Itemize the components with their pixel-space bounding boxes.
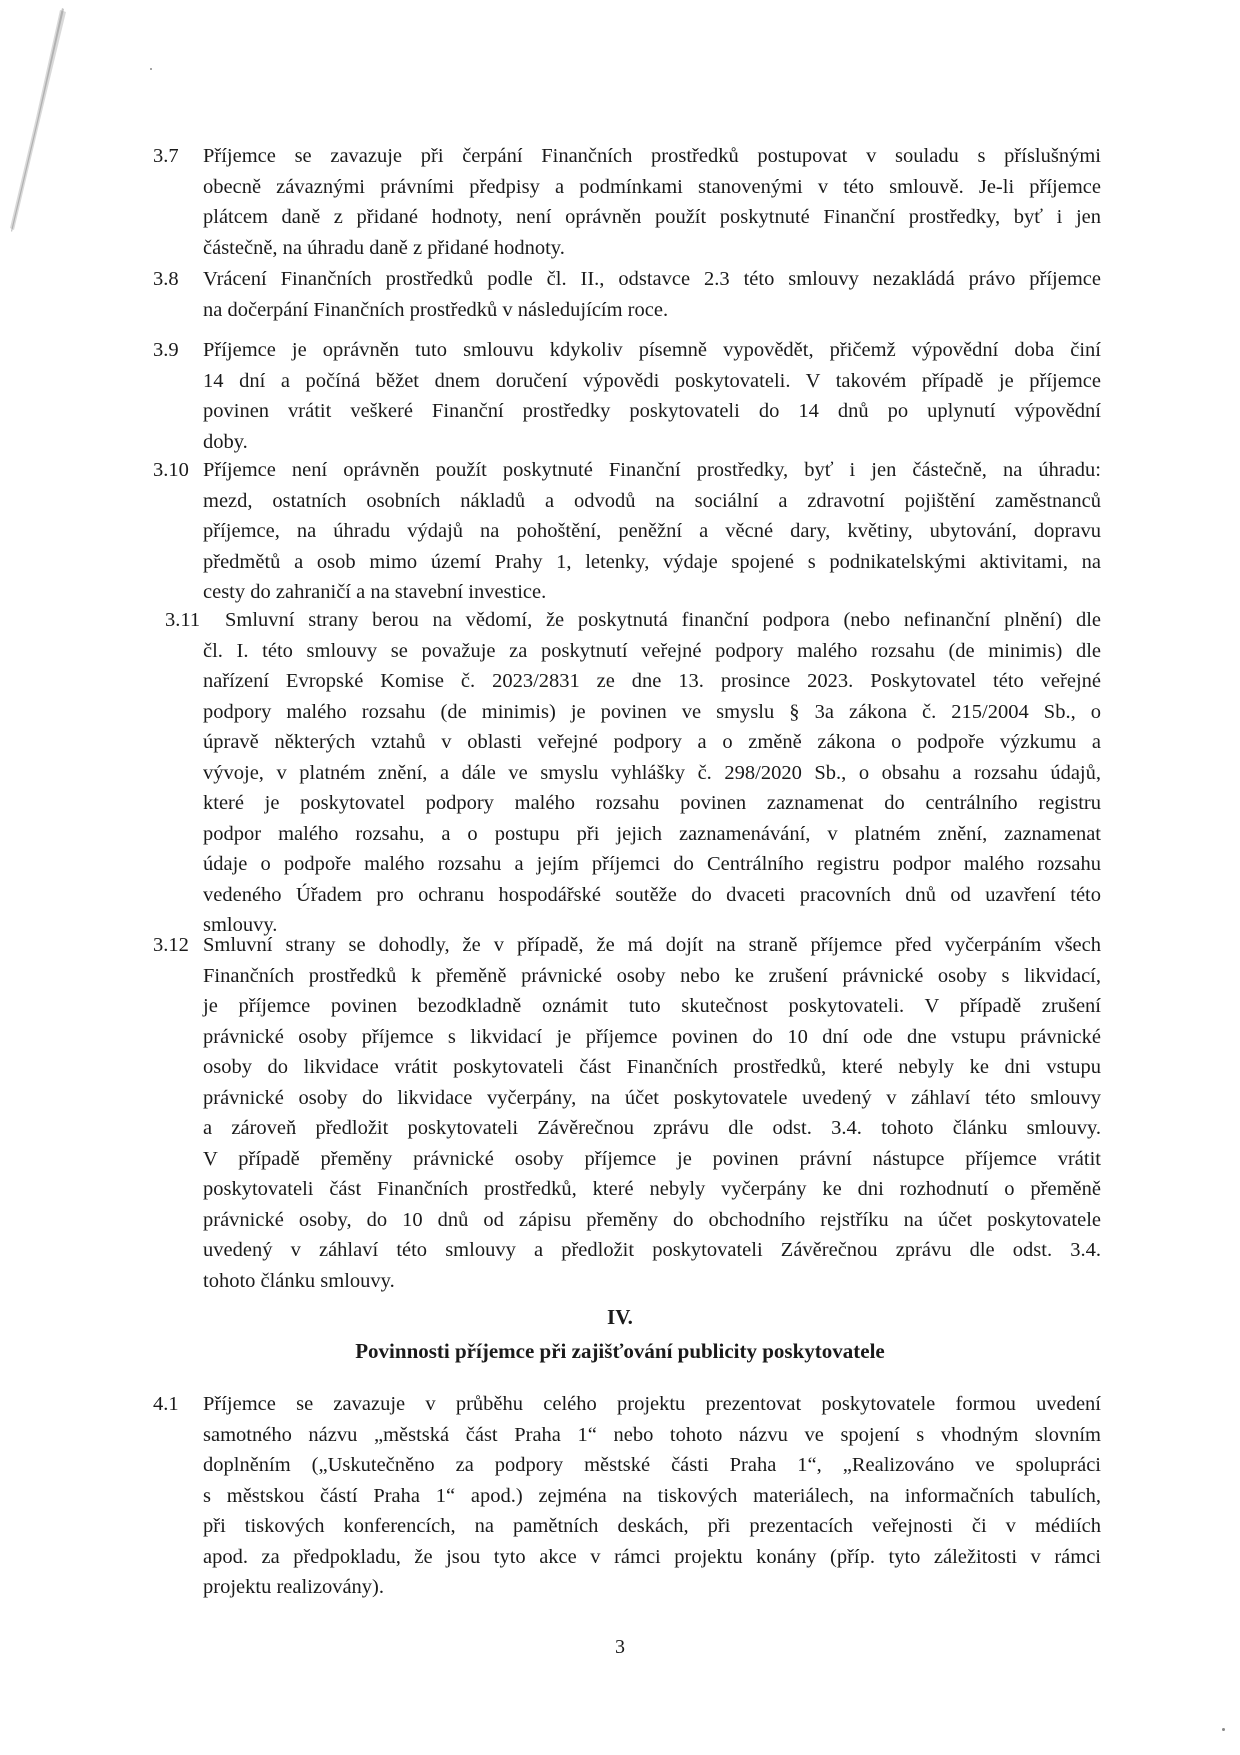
text-line: které je poskytovatel podpory malého rozsahu povinen zaznamenat do centrálního registru: [203, 792, 1101, 814]
section-text: [203, 335, 1101, 457]
text-line: podpor malého rozsahu, a o postupu při jejich zaznamenávání, v platném znění, zaznamenat: [203, 822, 1101, 845]
section-number: 3.7: [153, 145, 179, 167]
article-title: Povinnosti příjemce při zajišťování publicity poskytovatele: [355, 1339, 885, 1363]
text-line: na dočerpání Finančních prostředků v následujícím roce.: [203, 298, 669, 321]
text-line: 14 dní a počíná běžet dnem doručení výpovědi poskytovateli. V takovém případě je příjemce: [203, 369, 1101, 392]
text-line: doplněním („Uskutečněno za podpory městské části Praha 1“, „Realizováno ve spolupráci: [203, 1454, 1101, 1476]
text-line: vedeného Úřadem pro ochranu hospodářské soutěže do dvaceti pracovních dnů od uzavření této: [203, 883, 1101, 906]
section-3-10: [153, 455, 1101, 608]
text-line: příjemce, na úhradu výdajů na pohoštění, peněžní a věcné dary, květiny, ubytování, dopravu: [203, 520, 1101, 542]
section-text: [165, 605, 1101, 941]
text-line: obecně závaznými právními předpisy a podmínkami stanovenými v této smlouvě. Je-li příjemce: [203, 175, 1101, 198]
text-line: nařízení Evropské Komise č. 2023/2831 ze dne 13. prosince 2023. Poskytovatel této veřejné: [203, 670, 1101, 692]
text-line: smlouvy.: [203, 914, 278, 936]
text-line: cesty do zahraničí a na stavební investice.: [203, 581, 547, 603]
text-line: povinen vrátit veškeré Finanční prostředky poskytovateli do 14 dnů po uplynutí výpovědní: [203, 400, 1101, 422]
section-number: 3.8: [153, 268, 179, 290]
scan-speck: [1222, 1728, 1225, 1731]
text-line: mezd, ostatních osobních nákladů a odvodů na sociální a zdravotní pojištění zaměstnanců: [203, 489, 1101, 512]
section-text: [203, 455, 1101, 608]
text-line: Příjemce je oprávněn tuto smlouvu kdykoliv písemně vypovědět, přičemž výpovědní doba činí: [203, 339, 1101, 361]
text-line: Smluvní strany se dohodly, že v případě, že má dojít na straně příjemce před vyčerpáním všech: [203, 934, 1101, 956]
text-line: a zároveň předložit poskytovateli Závěrečnou zprávu dle odst. 3.4. tohoto článku smlouvy.: [203, 1117, 1101, 1139]
section-4-1: [153, 1389, 1101, 1603]
article-numeral: IV.: [607, 1305, 633, 1329]
section-text: [203, 264, 1101, 325]
text-line: Vrácení Finančních prostředků podle čl. II., odstavce 2.3 této smlouvy nezakládá právo příjemce: [203, 268, 1101, 290]
section-3-11: [165, 605, 1101, 941]
text-line: s městskou částí Praha 1“ apod.) zejména na tiskových materiálech, na informačních tabulích,: [203, 1484, 1101, 1507]
text-line: čl. I. této smlouvy se považuje za poskytnutí veřejné podpory malého rozsahu (de minimis) dle: [203, 639, 1101, 662]
section-number: 3.9: [153, 339, 179, 361]
section-number: 3.10: [153, 459, 189, 481]
text-line: Finančních prostředků k přeměně právnické osoby nebo ke zrušení právnické osoby s likvidací,: [203, 964, 1101, 987]
text-line: poskytovateli část Finančních prostředků, které nebyly vyčerpány ke dni rozhodnutí o přeměně: [203, 1178, 1101, 1200]
section-number: 3.11: [165, 609, 201, 631]
text-line: plátcem daně z přidané hodnoty, není oprávněn použít poskytnuté Finanční prostředky, byť i jen: [203, 206, 1101, 228]
text-line: údaje o podpoře malého rozsahu a jejím příjemci do Centrálního registru podpor malého rozsahu: [203, 853, 1101, 875]
section-text: [203, 141, 1101, 263]
text-line: vývoje, v platném znění, a dále ve smyslu vyhlášky č. 298/2020 Sb., o obsahu a rozsahu údajů,: [203, 761, 1101, 784]
section-text: [203, 1389, 1101, 1603]
text-line: předmětů a osob mimo území Prahy 1, letenky, výdaje spojené s podnikatelskými aktivitami, na: [203, 550, 1101, 573]
text-line: při tiskových konferencích, na pamětních deskách, při prezentacích veřejnosti či v médiích: [203, 1515, 1101, 1537]
text-line: částečně, na úhradu daně z přidané hodnoty.: [203, 236, 565, 259]
text-line: doby.: [203, 430, 248, 453]
scan-speck: [150, 68, 152, 70]
text-line: Příjemce není oprávněn použít poskytnuté Finanční prostředky, byť i jen částečně, na úhradu:: [203, 459, 1101, 481]
text-line: samotného názvu „městská část Praha 1“ nebo tohoto názvu ve spojení s vhodným slovním: [203, 1423, 1101, 1446]
page-number: 3: [615, 1636, 625, 1658]
text-line: apod. za předpokladu, že jsou tyto akce v rámci projektu konány (příp. tyto záležitosti v rámci: [203, 1545, 1101, 1568]
text-line: je příjemce povinen bezodkladně oznámit tuto skutečnost poskytovateli. V případě zrušení: [203, 995, 1101, 1017]
text-line: právnické osoby, do 10 dnů od zápisu přeměny do obchodního rejstříku na účet poskytovatele: [203, 1208, 1101, 1231]
text-line: Příjemce se zavazuje při čerpání Finančních prostředků postupovat v souladu s příslušnými: [203, 145, 1101, 167]
section-3-8: [153, 264, 1101, 325]
text-line: osoby do likvidace vrátit poskytovateli část Finančních prostředků, které nebyly ke dni vstupu: [203, 1056, 1101, 1078]
section-3-7: [153, 141, 1101, 263]
section-number: 4.1: [153, 1393, 179, 1415]
text-line: tohoto článku smlouvy.: [203, 1269, 395, 1292]
section-number: 3.12: [153, 934, 189, 956]
text-line: právnické osoby příjemce s likvidací je příjemce povinen do 10 dní ode dne vstupu právnické: [203, 1025, 1101, 1048]
section-3-12: [153, 930, 1101, 1296]
scan-edge-shadow: [0, 0, 110, 260]
text-line: projektu realizovány).: [203, 1576, 385, 1598]
text-line: Smluvní strany berou na vědomí, že poskytnutá finanční podpora (nebo nefinanční plnění) dle: [225, 609, 1101, 631]
section-3-9: [153, 335, 1101, 457]
text-line: Příjemce se zavazuje v průběhu celého projektu prezentovat poskytovatele formou uvedení: [203, 1393, 1101, 1415]
text-line: uvedený v záhlaví této smlouvy a předložit poskytovateli Závěrečnou zprávu dle odst. 3.4.: [203, 1239, 1101, 1261]
section-text: [203, 930, 1101, 1296]
text-line: právnické osoby do likvidace vyčerpány, na účet poskytovatele uvedený v záhlaví této smlouvy: [203, 1086, 1101, 1109]
text-line: úpravě některých vztahů v oblasti veřejné podpory a o změně zákona o podpoře výzkumu a: [203, 731, 1101, 753]
text-line: podpory malého rozsahu (de minimis) je povinen ve smyslu § 3a zákona č. 215/2004 Sb., o: [203, 700, 1101, 723]
text-line: V případě přeměny právnické osoby příjemce je povinen právní nástupce příjemce vrátit: [203, 1147, 1101, 1170]
